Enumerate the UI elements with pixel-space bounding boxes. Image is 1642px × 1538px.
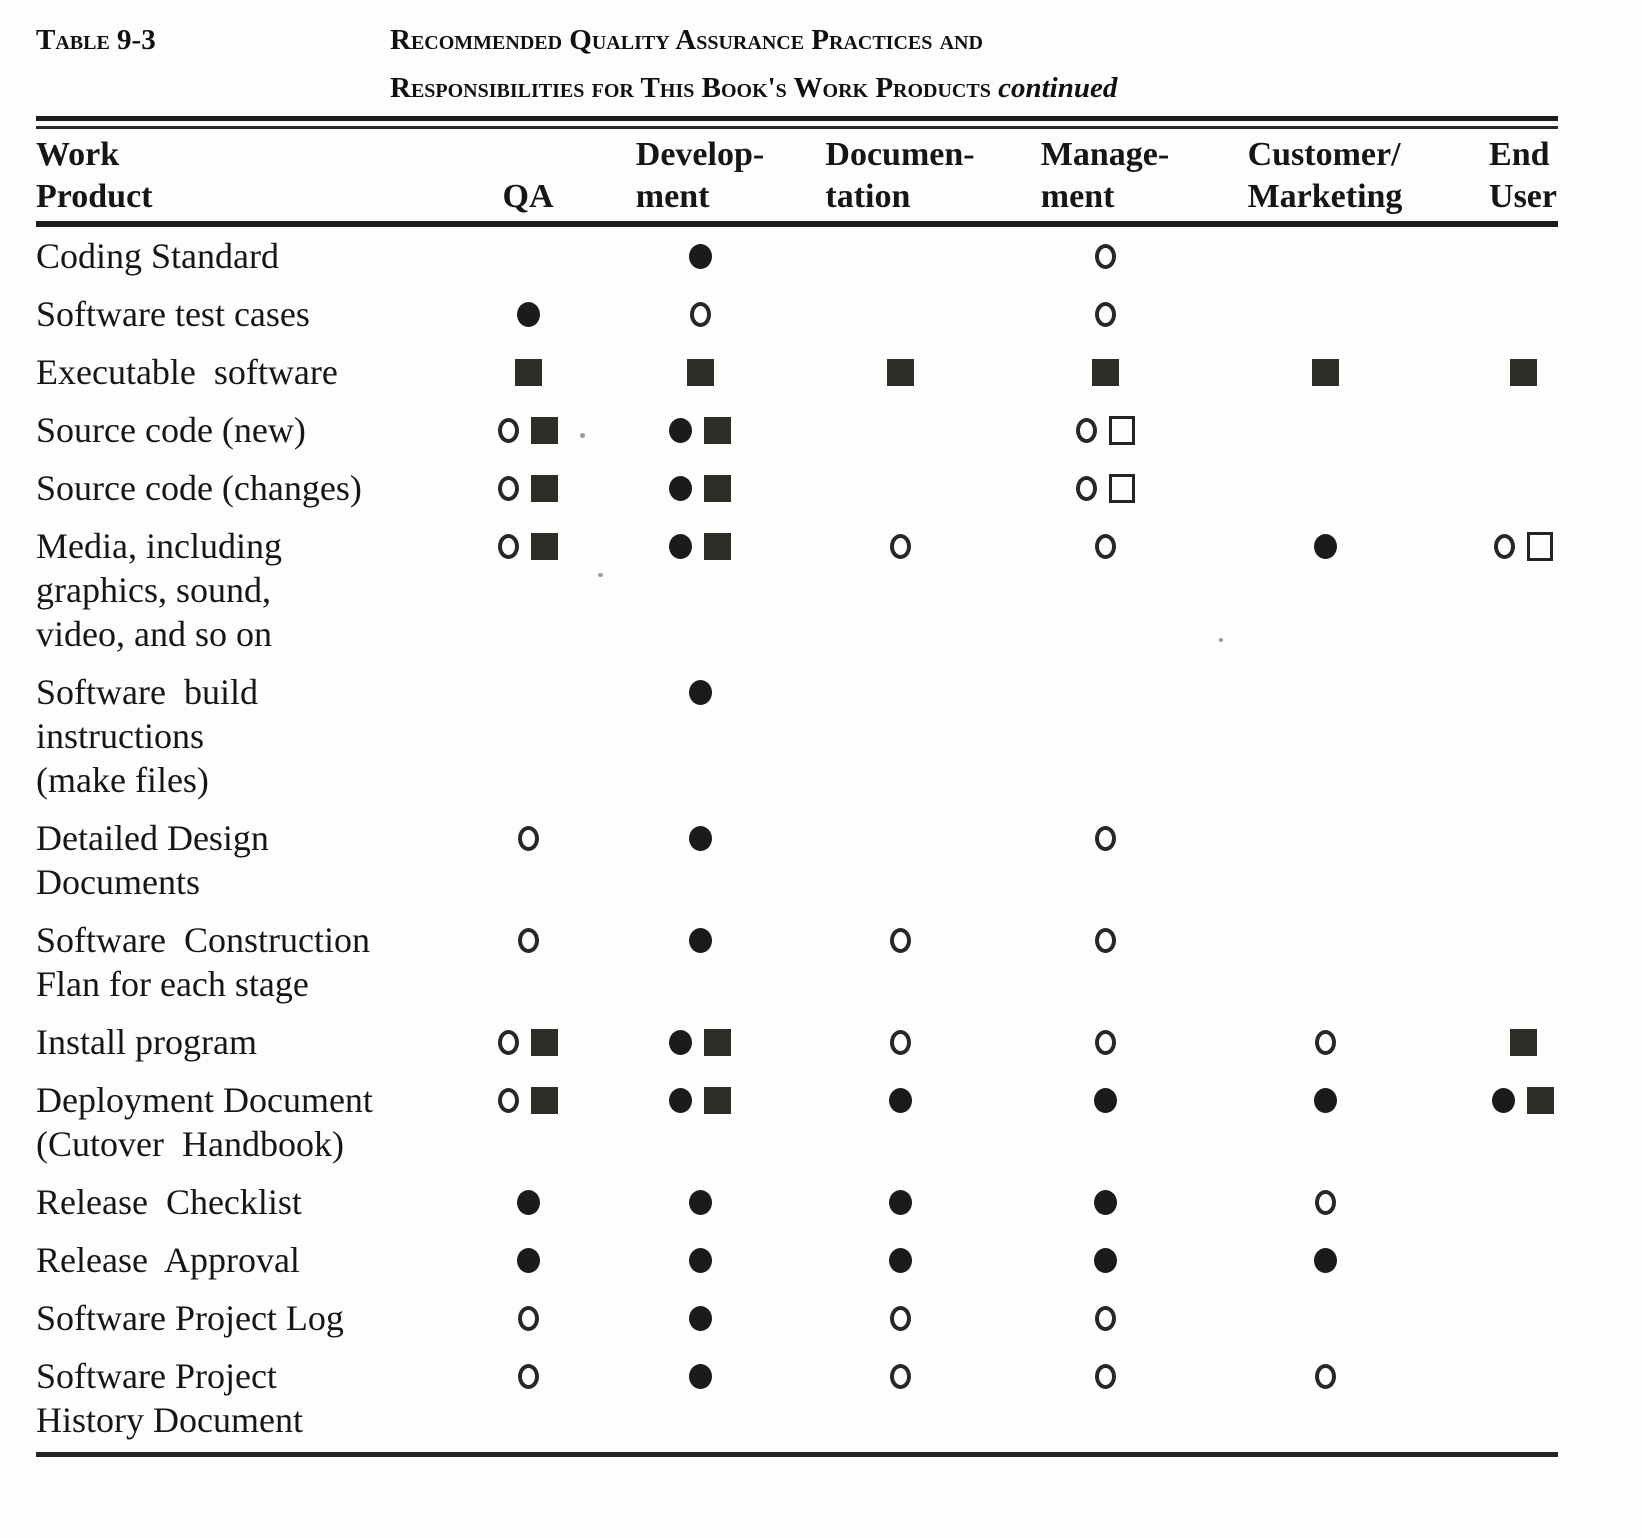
documentation-cell	[800, 1238, 1000, 1282]
open-circle-icon	[1095, 244, 1116, 269]
documentation-cell	[800, 918, 1000, 1006]
filled-square-icon	[515, 359, 542, 386]
open-circle-icon	[518, 826, 539, 851]
filled-circle-icon	[689, 244, 712, 269]
qa-cell	[456, 524, 600, 656]
end-user-cell	[1440, 670, 1606, 802]
table-row	[36, 670, 1606, 816]
open-circle-icon	[498, 476, 519, 501]
filled-circle-icon	[689, 1364, 712, 1389]
documentation-cell	[800, 350, 1000, 394]
scan-speckle	[580, 433, 585, 438]
management-cell	[1000, 816, 1210, 904]
development-cell	[600, 1296, 800, 1340]
documentation-cell	[800, 1180, 1000, 1224]
development-cell	[600, 816, 800, 904]
filled-square-icon	[531, 1029, 558, 1056]
table-row	[36, 350, 1606, 408]
qa-cell	[456, 918, 600, 1006]
filled-circle-icon	[517, 1190, 540, 1215]
development-cell	[600, 466, 800, 510]
filled-circle-icon	[1094, 1088, 1117, 1113]
documentation-cell	[800, 408, 1000, 452]
open-circle-icon	[890, 1030, 911, 1055]
work-product-cell: Detailed Design Documents	[36, 818, 269, 902]
header-rule	[36, 221, 1558, 227]
work-product-cell: Release Approval	[36, 1240, 300, 1280]
scan-speckle	[598, 573, 603, 577]
qa-cell	[456, 234, 600, 278]
management-cell	[1000, 350, 1210, 394]
table-body	[36, 234, 1606, 1456]
table-title-continued: continued	[998, 72, 1118, 104]
table-caption	[36, 16, 1602, 112]
end-user-cell	[1440, 1078, 1606, 1166]
filled-square-icon	[704, 475, 731, 502]
customer-marketing-cell	[1210, 670, 1440, 802]
open-square-icon	[1109, 474, 1135, 503]
filled-circle-icon	[1094, 1190, 1117, 1215]
filled-square-icon	[1510, 1029, 1537, 1056]
end-user-cell	[1440, 524, 1606, 656]
scan-speckle	[1219, 638, 1223, 642]
end-user-cell	[1440, 408, 1606, 452]
documentation-cell	[800, 466, 1000, 510]
open-circle-icon	[1315, 1364, 1336, 1389]
column-header-development: Develop- ment	[635, 136, 765, 215]
documentation-cell	[800, 234, 1000, 278]
management-cell	[1000, 234, 1210, 278]
qa-cell	[456, 466, 600, 510]
end-user-cell	[1440, 1238, 1606, 1282]
filled-circle-icon	[889, 1248, 912, 1273]
end-user-cell	[1440, 1020, 1606, 1064]
customer-marketing-cell	[1210, 408, 1440, 452]
open-circle-icon	[1095, 1306, 1116, 1331]
filled-square-icon	[704, 1087, 731, 1114]
end-user-cell	[1440, 1354, 1606, 1442]
qa-cell	[456, 408, 600, 452]
qa-cell	[456, 1180, 600, 1224]
documentation-cell	[800, 1078, 1000, 1166]
management-cell	[1000, 670, 1210, 802]
management-cell	[1000, 1180, 1210, 1224]
qa-cell	[456, 1020, 600, 1064]
table-row	[36, 408, 1606, 466]
open-circle-icon	[1076, 418, 1097, 443]
open-circle-icon	[518, 1364, 539, 1389]
development-cell	[600, 292, 800, 336]
filled-square-icon	[687, 359, 714, 386]
work-product-cell: Coding Standard	[36, 236, 279, 276]
customer-marketing-cell	[1210, 816, 1440, 904]
open-circle-icon	[1095, 534, 1116, 559]
development-cell	[600, 524, 800, 656]
bottom-rule	[36, 1452, 1558, 1457]
customer-marketing-cell	[1210, 1354, 1440, 1442]
customer-marketing-cell	[1210, 292, 1440, 336]
open-circle-icon	[1095, 1030, 1116, 1055]
table-row	[36, 1180, 1606, 1238]
customer-marketing-cell	[1210, 350, 1440, 394]
open-circle-icon	[1315, 1190, 1336, 1215]
end-user-cell	[1440, 234, 1606, 278]
documentation-cell	[800, 670, 1000, 802]
management-cell	[1000, 1296, 1210, 1340]
management-cell	[1000, 1078, 1210, 1166]
open-circle-icon	[1315, 1030, 1336, 1055]
work-product-cell: Media, including graphics, sound, video, and so on	[36, 526, 282, 654]
filled-circle-icon	[689, 826, 712, 851]
filled-circle-icon	[689, 1306, 712, 1331]
open-circle-icon	[498, 1088, 519, 1113]
qa-cell	[456, 816, 600, 904]
open-circle-icon	[890, 534, 911, 559]
end-user-cell	[1440, 350, 1606, 394]
qa-cell	[456, 350, 600, 394]
work-product-cell: Software test cases	[36, 294, 310, 334]
customer-marketing-cell	[1210, 466, 1440, 510]
open-circle-icon	[1095, 826, 1116, 851]
documentation-cell	[800, 1296, 1000, 1340]
open-circle-icon	[498, 418, 519, 443]
filled-circle-icon	[1314, 534, 1337, 559]
table-row	[36, 292, 1606, 350]
table-row	[36, 524, 1606, 670]
column-header-qa: QA	[502, 178, 554, 215]
work-product-cell: Software build instructions (make files)	[36, 672, 258, 800]
column-header-documentation: Documen- tation	[825, 136, 975, 215]
open-circle-icon	[690, 302, 711, 327]
filled-square-icon	[704, 417, 731, 444]
top-double-rule	[36, 116, 1558, 129]
open-circle-icon	[518, 1306, 539, 1331]
table-row	[36, 466, 1606, 524]
filled-circle-icon	[669, 418, 692, 443]
table-row	[36, 1296, 1606, 1354]
open-circle-icon	[498, 534, 519, 559]
work-product-cell: Source code (changes)	[36, 468, 362, 508]
table-row	[36, 1354, 1606, 1456]
table-title	[390, 16, 1602, 112]
filled-circle-icon	[689, 928, 712, 953]
table-label: Table 9-3	[36, 24, 156, 56]
work-product-cell: Release Checklist	[36, 1182, 302, 1222]
filled-square-icon	[531, 1087, 558, 1114]
open-circle-icon	[890, 1306, 911, 1331]
filled-circle-icon	[517, 302, 540, 327]
open-circle-icon	[1076, 476, 1097, 501]
filled-circle-icon	[669, 534, 692, 559]
documentation-cell	[800, 1354, 1000, 1442]
filled-circle-icon	[889, 1088, 912, 1113]
filled-square-icon	[531, 417, 558, 444]
table-row	[36, 1020, 1606, 1078]
table-title-line2: Responsibilities for This Book's Work Products continued	[390, 72, 1118, 104]
filled-square-icon	[887, 359, 914, 386]
table-header-row	[36, 134, 1606, 218]
management-cell	[1000, 408, 1210, 452]
filled-square-icon	[1092, 359, 1119, 386]
filled-circle-icon	[1492, 1088, 1515, 1113]
filled-circle-icon	[669, 476, 692, 501]
qa-cell	[456, 1078, 600, 1166]
work-product-cell: Software Project History Document	[36, 1356, 303, 1440]
customer-marketing-cell	[1210, 234, 1440, 278]
open-circle-icon	[1494, 534, 1515, 559]
development-cell	[600, 234, 800, 278]
open-circle-icon	[1095, 1364, 1116, 1389]
open-circle-icon	[1095, 928, 1116, 953]
filled-circle-icon	[669, 1030, 692, 1055]
open-circle-icon	[498, 1030, 519, 1055]
development-cell	[600, 1354, 800, 1442]
work-product-cell: Source code (new)	[36, 410, 306, 450]
development-cell	[600, 1020, 800, 1064]
work-product-cell: Executable software	[36, 352, 338, 392]
open-square-icon	[1109, 416, 1135, 445]
filled-square-icon	[1527, 1087, 1554, 1114]
management-cell	[1000, 292, 1210, 336]
table-row	[36, 1078, 1606, 1180]
management-cell	[1000, 1020, 1210, 1064]
management-cell	[1000, 1354, 1210, 1442]
documentation-cell	[800, 292, 1000, 336]
end-user-cell	[1440, 292, 1606, 336]
customer-marketing-cell	[1210, 1180, 1440, 1224]
filled-circle-icon	[1314, 1248, 1337, 1273]
documentation-cell	[800, 1020, 1000, 1064]
filled-circle-icon	[1314, 1088, 1337, 1113]
end-user-cell	[1440, 466, 1606, 510]
table-row	[36, 1238, 1606, 1296]
customer-marketing-cell	[1210, 1296, 1440, 1340]
filled-circle-icon	[689, 1190, 712, 1215]
work-product-cell: Software Project Log	[36, 1298, 344, 1338]
customer-marketing-cell	[1210, 524, 1440, 656]
filled-circle-icon	[889, 1190, 912, 1215]
development-cell	[600, 1238, 800, 1282]
filled-circle-icon	[689, 680, 712, 705]
management-cell	[1000, 466, 1210, 510]
documentation-cell	[800, 524, 1000, 656]
filled-square-icon	[531, 475, 558, 502]
filled-circle-icon	[517, 1248, 540, 1273]
table-row	[36, 918, 1606, 1020]
development-cell	[600, 670, 800, 802]
table-title-line1: Recommended Quality Assurance Practices and	[390, 24, 983, 56]
work-product-cell: Install program	[36, 1022, 257, 1062]
column-header-management: Manage- ment	[1040, 136, 1170, 215]
management-cell	[1000, 918, 1210, 1006]
customer-marketing-cell	[1210, 1238, 1440, 1282]
development-cell	[600, 1180, 800, 1224]
qa-cell	[456, 292, 600, 336]
column-header-work-product: Work Product	[36, 136, 153, 215]
qa-cell	[456, 1296, 600, 1340]
filled-circle-icon	[689, 1248, 712, 1273]
filled-square-icon	[704, 533, 731, 560]
open-circle-icon	[518, 928, 539, 953]
management-cell	[1000, 524, 1210, 656]
open-circle-icon	[1095, 302, 1116, 327]
filled-square-icon	[531, 533, 558, 560]
column-header-customer-marketing: Customer/ Marketing	[1247, 136, 1403, 215]
work-product-cell: Software Construction Flan for each stage	[36, 920, 370, 1004]
end-user-cell	[1440, 1180, 1606, 1224]
filled-circle-icon	[1094, 1248, 1117, 1273]
end-user-cell	[1440, 816, 1606, 904]
customer-marketing-cell	[1210, 1020, 1440, 1064]
table-row	[36, 234, 1606, 292]
development-cell	[600, 918, 800, 1006]
filled-square-icon	[1312, 359, 1339, 386]
development-cell	[600, 1078, 800, 1166]
qa-cell	[456, 1238, 600, 1282]
management-cell	[1000, 1238, 1210, 1282]
table-row	[36, 816, 1606, 918]
end-user-cell	[1440, 1296, 1606, 1340]
development-cell	[600, 350, 800, 394]
work-product-cell: Deployment Document (Cutover Handbook)	[36, 1080, 373, 1164]
development-cell	[600, 408, 800, 452]
open-circle-icon	[890, 1364, 911, 1389]
filled-square-icon	[704, 1029, 731, 1056]
column-header-end-user: End User	[1489, 136, 1557, 215]
documentation-cell	[800, 816, 1000, 904]
customer-marketing-cell	[1210, 918, 1440, 1006]
filled-square-icon	[1510, 359, 1537, 386]
end-user-cell	[1440, 918, 1606, 1006]
filled-circle-icon	[669, 1088, 692, 1113]
open-square-icon	[1527, 532, 1553, 561]
qa-cell	[456, 1354, 600, 1442]
qa-cell	[456, 670, 600, 802]
customer-marketing-cell	[1210, 1078, 1440, 1166]
open-circle-icon	[890, 928, 911, 953]
